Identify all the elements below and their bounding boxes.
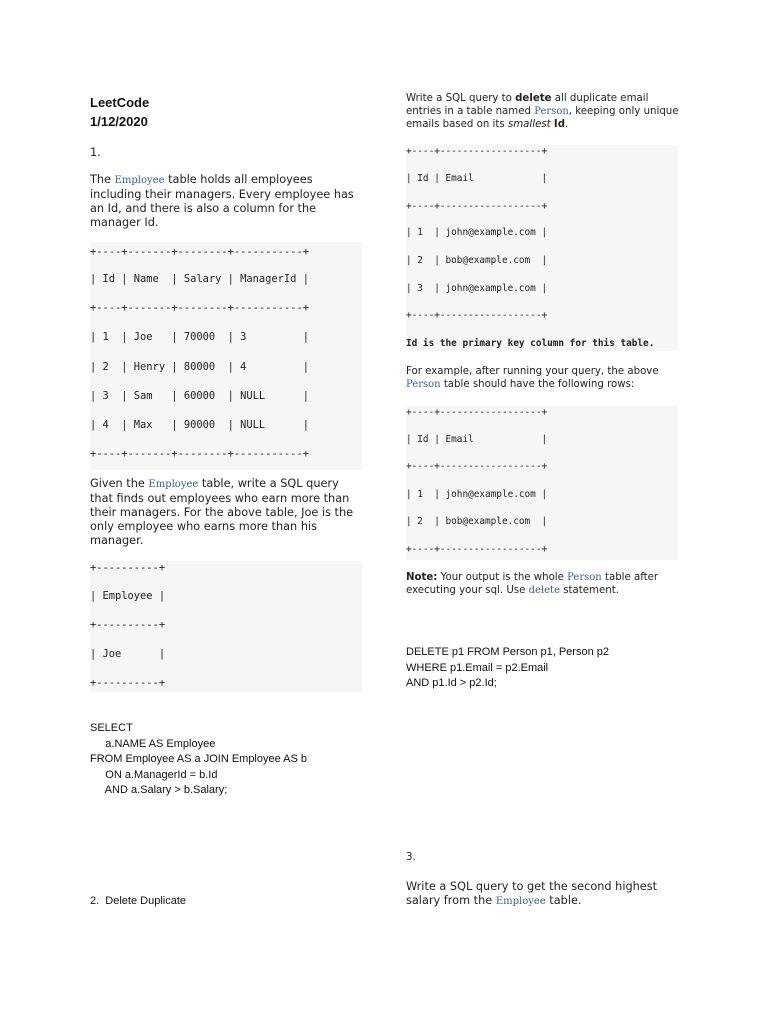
question-3-description: Write a SQL query to get the second highest salary from the Employee table. <box>406 880 658 907</box>
code-line: +----------+ <box>90 562 166 574</box>
code-line: +----------+ <box>90 619 166 631</box>
question-3-number: 3. <box>406 852 416 863</box>
code-line: | Id | Email | <box>406 173 548 184</box>
code-line: | Id | Name | Salary | ManagerId | <box>90 273 309 285</box>
inline-code: Employee <box>114 175 165 186</box>
question-1-intro: The Employee table holds all employees including their managers. Every employee has an Id, and there is also a column for the manager Id. <box>90 173 354 229</box>
code-line: | 3 | john@example.com | <box>406 283 548 294</box>
inline-code: delete <box>528 585 560 596</box>
page-date: 1/12/2020 <box>90 114 148 129</box>
code-line: +----+------------------+ <box>406 544 548 555</box>
code-line: | 3 | Sam | 60000 | NULL | <box>90 390 309 402</box>
code-line: | 4 | Max | 90000 | NULL | <box>90 419 309 431</box>
code-line: | Joe | <box>90 648 166 660</box>
code-line: | 2 | Henry | 80000 | 4 | <box>90 361 309 373</box>
code-line: | 1 | john@example.com | <box>406 489 548 500</box>
code-line: +----+------------------+ <box>406 310 548 321</box>
inline-code: Employee <box>148 479 199 490</box>
person-table-block <box>406 145 678 351</box>
question-1-solution: SELECT a.NAME AS Employee FROM Employee AS a JOIN Employee AS b ON a.ManagerId = b.Id AND a.Salary > b.Salary; <box>90 722 308 796</box>
question-2-description: Write a SQL query to delete all duplicate email entries in a table named Person, keeping only unique emails based on its smallest Id. <box>406 93 679 130</box>
employee-table-block <box>90 242 362 470</box>
code-line: | 2 | bob@example.com | <box>406 255 548 266</box>
question-2-example: For example, after running your query, the above Person table should have the following rows: <box>406 366 659 390</box>
question-2-heading: 2. Delete Duplicate <box>90 895 186 907</box>
code-line: +----+------------------+ <box>406 201 548 212</box>
inline-code: Person <box>567 572 602 583</box>
code-line: +----+-------+--------+-----------+ <box>90 246 309 258</box>
inline-code: Person <box>406 379 441 390</box>
code-line: | 1 | Joe | 70000 | 3 | <box>90 331 309 343</box>
question-1-task: Given the Employee table, write a SQL query that finds out employees who earn more than their managers. For the above table, Joe is the only employee who earns more than his manager. <box>90 477 354 547</box>
question-2-solution: DELETE p1 FROM Person p1, Person p2 WHERE p1.Email = p2.Email AND p1.Id > p2.Id; <box>406 646 609 689</box>
code-line: +----+-------+--------+-----------+ <box>90 302 309 314</box>
employee-result-block <box>90 561 362 692</box>
code-line: +----------+ <box>90 677 166 689</box>
code-line: | Employee | <box>90 590 166 602</box>
code-line: +----+-------+--------+-----------+ <box>90 448 309 460</box>
primary-key-note: Id is the primary key column for this table. <box>406 338 655 349</box>
question-2-note: Note: Your output is the whole Person table after executing your sql. Use delete statement. <box>406 572 659 596</box>
person-result-block <box>406 406 678 560</box>
code-line: | Id | Email | <box>406 434 548 445</box>
code-line: +----+------------------+ <box>406 146 548 157</box>
inline-code: Person <box>534 106 569 117</box>
code-line: | 2 | bob@example.com | <box>406 516 548 527</box>
page-title: LeetCode <box>90 95 150 110</box>
code-line: +----+------------------+ <box>406 407 548 418</box>
inline-code: Employee <box>495 896 546 907</box>
code-line: +----+------------------+ <box>406 461 548 472</box>
question-1-number: 1. <box>90 146 101 159</box>
code-line: | 1 | john@example.com | <box>406 227 548 238</box>
